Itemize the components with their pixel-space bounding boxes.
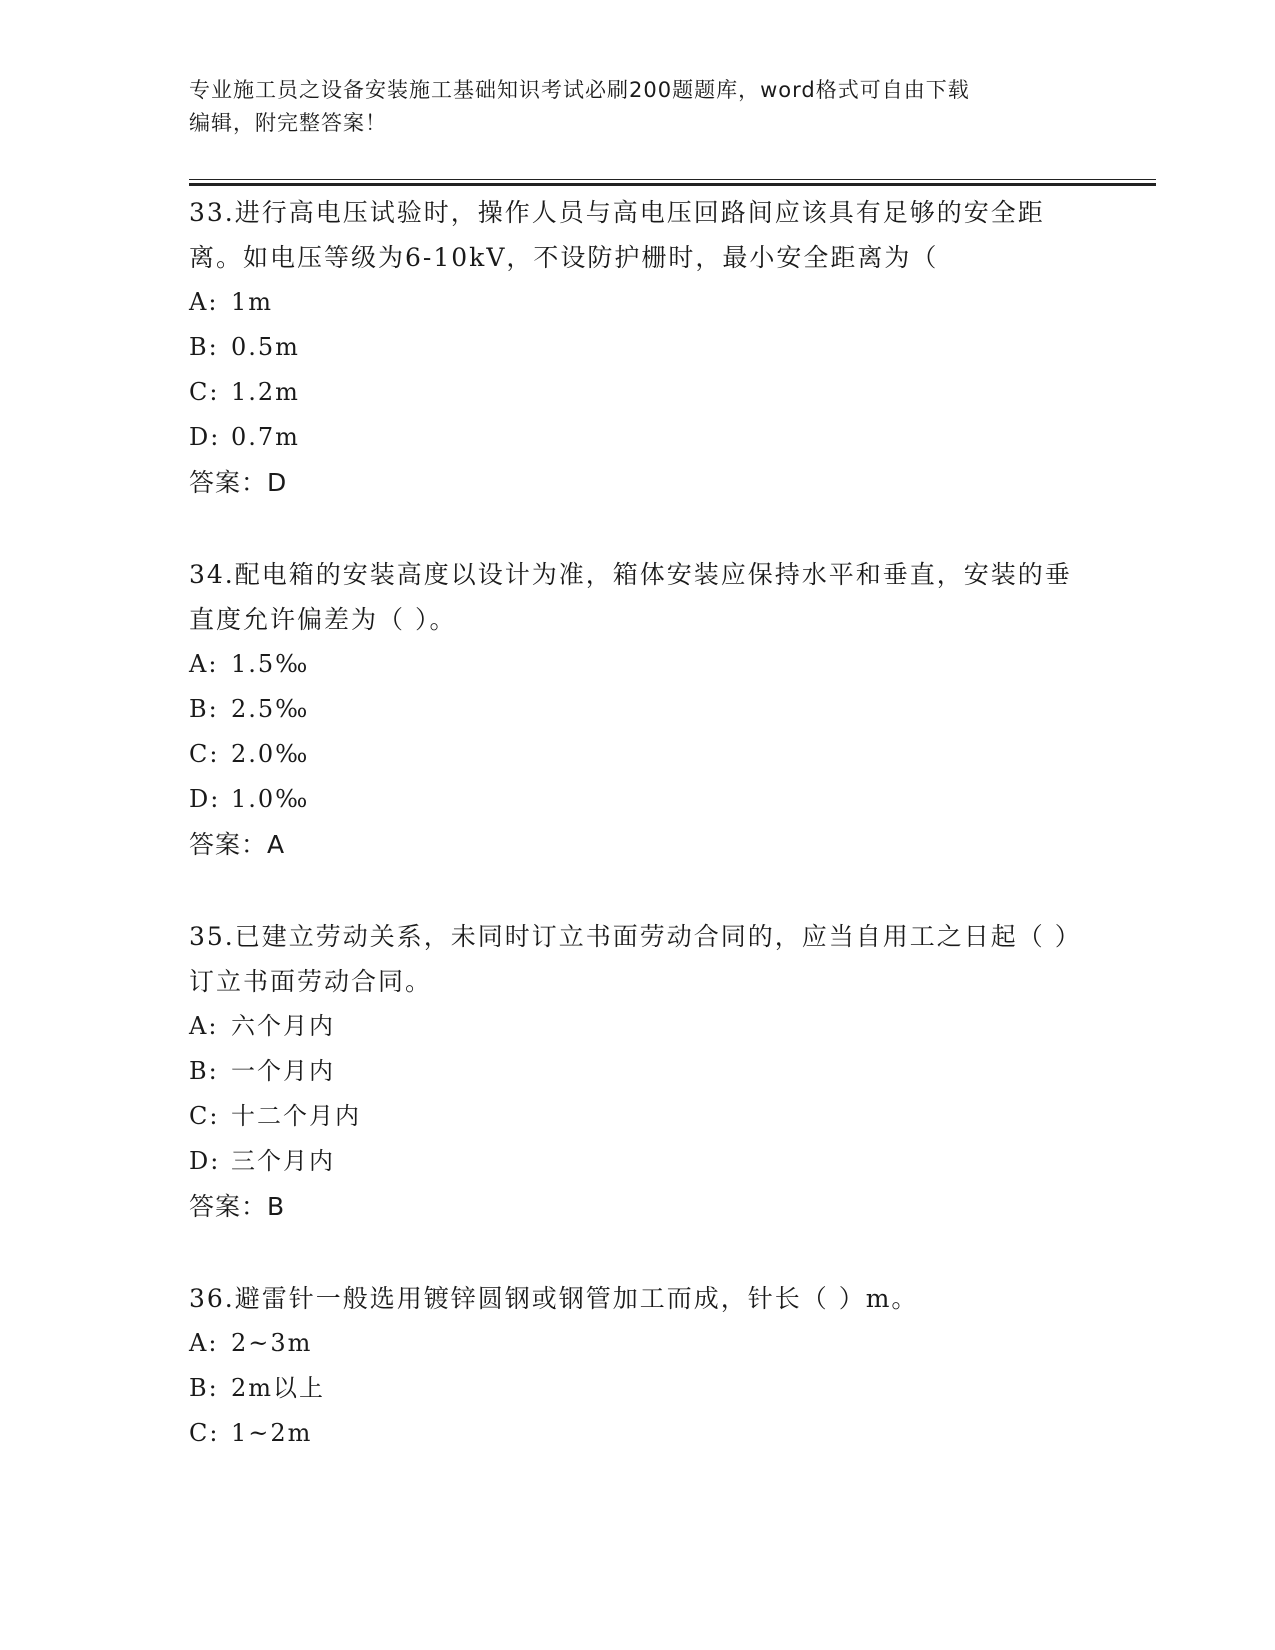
- header-line-1: 专业施工员之设备安装施工基础知识考试必刷200题题库，word格式可自由下载: [189, 78, 970, 102]
- option-letter: C:: [189, 378, 220, 406]
- option-text: 1.2m: [231, 378, 300, 406]
- option-row: [189, 777, 1089, 822]
- option-letter: C:: [189, 1102, 220, 1130]
- question-stem: 33.进行高电压试验时，操作人员与高电压回路间应该具有足够的安全距离。如电压等级为6-10kV，不设防护栅时，最小安全距离为（: [189, 198, 1045, 272]
- option-row: [189, 1094, 1089, 1139]
- option-letter: C:: [189, 740, 220, 768]
- question-stem: 35.已建立劳动关系，未同时订立书面劳动合同的，应当自用工之日起（ ）订立书面劳动合同。: [189, 922, 1082, 996]
- document-header: [189, 74, 1089, 140]
- option-text: 2~3m: [231, 1329, 313, 1357]
- option-row: [189, 1321, 1089, 1366]
- answer-line: 答案：B: [189, 1192, 286, 1221]
- question-block: [189, 914, 1089, 1228]
- option-letter: A:: [189, 650, 219, 678]
- option-letter: D:: [189, 423, 221, 451]
- option-text: 1~2m: [231, 1419, 313, 1447]
- option-text: 1.0‰: [231, 785, 310, 813]
- option-row: [189, 1004, 1089, 1049]
- question-block: [189, 552, 1089, 866]
- option-letter: A:: [189, 1012, 219, 1040]
- option-row: [189, 1049, 1089, 1094]
- option-letter: C:: [189, 1419, 220, 1447]
- question-stem: 34.配电箱的安装高度以设计为准，箱体安装应保持水平和垂直，安装的垂直度允许偏差为（ ）。: [189, 560, 1072, 634]
- option-letter: A:: [189, 1329, 219, 1357]
- option-letter: A:: [189, 288, 219, 316]
- option-row: [189, 687, 1089, 732]
- option-letter: D:: [189, 1147, 221, 1175]
- option-row: [189, 280, 1089, 325]
- answer-line: 答案：D: [189, 468, 288, 497]
- answer-line: 答案：A: [189, 830, 286, 859]
- option-text: 1.5‰: [231, 650, 310, 678]
- option-row: [189, 1411, 1089, 1456]
- option-letter: B:: [189, 1374, 219, 1402]
- option-row: [189, 732, 1089, 777]
- question-block: [189, 190, 1089, 504]
- option-row: [189, 370, 1089, 415]
- option-text: 2.5‰: [231, 695, 310, 723]
- option-letter: B:: [189, 695, 219, 723]
- header-divider-thin: [189, 179, 1156, 180]
- option-text: 0.5m: [231, 333, 300, 361]
- option-letter: B:: [189, 1057, 219, 1085]
- option-letter: B:: [189, 333, 219, 361]
- option-text: 三个月内: [231, 1147, 335, 1175]
- option-text: 十二个月内: [231, 1102, 361, 1130]
- option-text: 一个月内: [231, 1057, 335, 1085]
- option-text: 2.0‰: [231, 740, 310, 768]
- option-row: [189, 415, 1089, 460]
- header-divider-thick: [189, 183, 1156, 186]
- option-text: 1m: [231, 288, 274, 316]
- option-letter: D:: [189, 785, 221, 813]
- option-row: [189, 1139, 1089, 1184]
- option-text: 0.7m: [231, 423, 300, 451]
- option-text: 六个月内: [231, 1012, 335, 1040]
- header-line-2: 编辑，附完整答案！: [189, 111, 387, 135]
- option-row: [189, 1366, 1089, 1411]
- option-row: [189, 642, 1089, 687]
- question-stem: 36.避雷针一般选用镀锌圆钢或钢管加工而成，针长（ ）m。: [189, 1284, 919, 1313]
- question-block: [189, 1276, 1089, 1456]
- option-text: 2m以上: [231, 1374, 326, 1402]
- question-list: [189, 190, 1089, 1504]
- option-row: [189, 325, 1089, 370]
